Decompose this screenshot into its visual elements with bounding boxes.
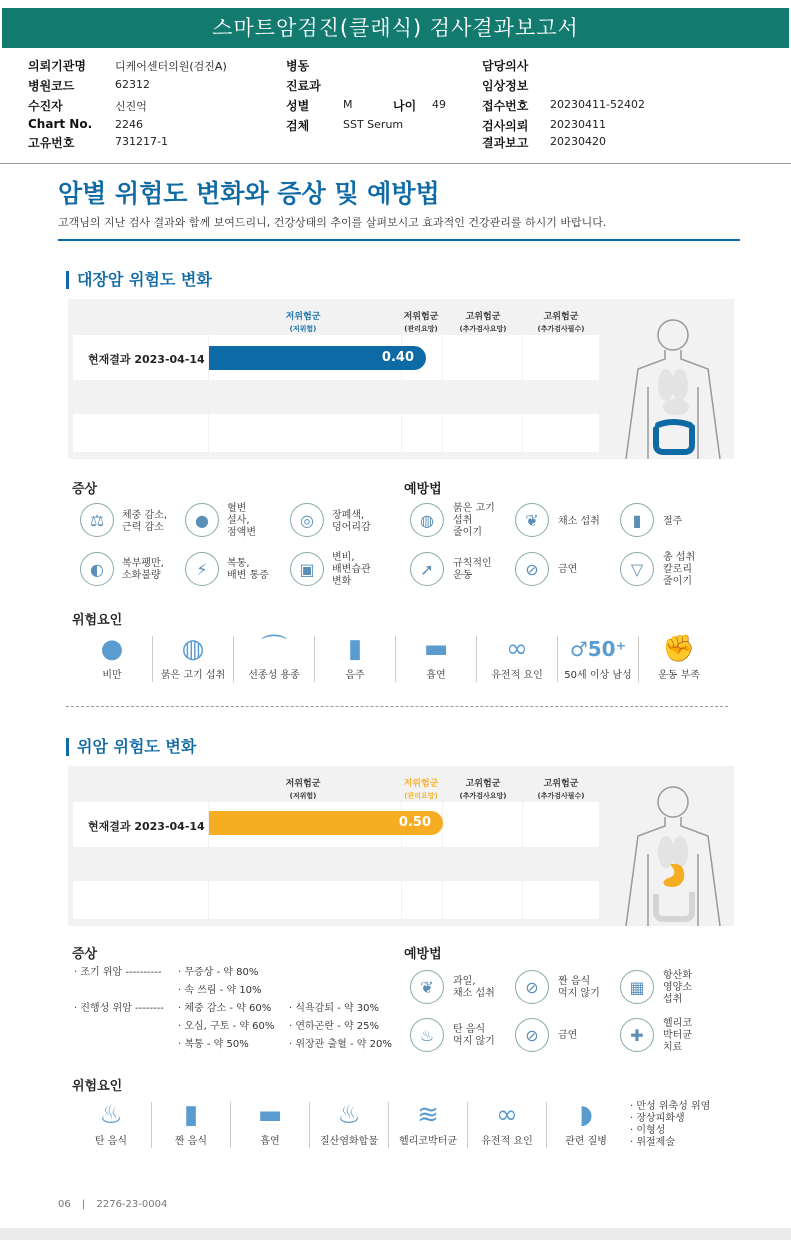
alcohol-icon: ▮ <box>620 503 654 537</box>
page-number: 06 <box>58 1199 71 1210</box>
intestine-icon: ◎ <box>290 503 324 537</box>
report-label: 결과보고 <box>482 136 529 150</box>
prevention-label: 붉은 고기 섭취 줄이기 <box>453 503 495 538</box>
unique-label: 고유번호 <box>28 136 75 150</box>
symptom-label: 장폐색, 덩어리감 <box>332 510 371 533</box>
ward-label: 병동 <box>286 59 310 73</box>
colorectal-col-4: 고위험군 (추가검사필수) <box>537 312 585 333</box>
page-title: 암별 위험도 변화와 증상 및 예방법 <box>58 179 440 208</box>
stomach-risk-chart <box>68 766 734 926</box>
no-smoking-icon: ⊘ <box>515 552 549 586</box>
symptom-label: 변비, 배변습관 변화 <box>332 552 371 587</box>
stomach-col-1: 저위험군 (저위험) <box>285 779 321 800</box>
weight-loss-icon: ⚖ <box>80 503 114 537</box>
sex-label: 성별 <box>286 99 310 113</box>
receipt-label: 접수번호 <box>482 99 529 113</box>
polyp-icon: ⌒ <box>260 634 287 664</box>
related-disease: · 이형성 <box>630 1125 666 1136</box>
related-disease: · 위절제술 <box>630 1137 675 1148</box>
colorectal-symptoms-title: 증상 <box>72 482 98 497</box>
stomach-section-title: 위암 위험도 변화 <box>66 738 196 756</box>
risk-factor: ● 비만 <box>72 632 152 681</box>
dept-label: 진료과 <box>286 79 321 93</box>
salty-food-icon: ⊘ <box>515 970 549 1004</box>
colorectal-result-value: 0.40 <box>381 350 414 365</box>
colorectal-col-1: 저위험군 (저위험) <box>285 312 321 333</box>
symptom-item: · 오심, 구토 - 약 60% <box>178 1021 275 1032</box>
report-value: 20230420 <box>550 135 606 148</box>
sex-value: M <box>343 98 353 111</box>
advanced-cancer-label: · 진행성 위암 -------- <box>74 1003 164 1014</box>
exercise-icon: ➚ <box>410 552 444 586</box>
symptom-label: 복통, 배변 통증 <box>227 558 269 581</box>
prevention-label: 과일, 채소 섭취 <box>453 976 495 999</box>
colorectal-col-3: 고위험군 (추가검사요망) <box>459 312 507 333</box>
colorectal-risk-title: 위험요인 <box>72 613 123 628</box>
toilet-icon: ▣ <box>290 552 324 586</box>
institution-label: 의뢰기관명 <box>28 59 86 73</box>
colorectal-section-title: 대장암 위험도 변화 <box>66 271 212 289</box>
risk-factor: ♨ 탄 음식 <box>72 1098 150 1147</box>
risk-factor: ∞ 유전적 요인 <box>468 1098 546 1147</box>
symptom-item: · 위장관 출혈 - 약 20% <box>289 1039 392 1050</box>
age-label: 나이 <box>393 99 417 113</box>
colorectal-body-figure <box>618 317 728 459</box>
dna-icon: ∞ <box>506 634 528 664</box>
page-footer <box>58 1199 167 1210</box>
stomach-col-3: 고위험군 (추가검사요망) <box>459 779 507 800</box>
prevention-label: 절주 <box>663 516 683 527</box>
recipient-value: 신진억 <box>115 100 147 113</box>
symptom-label: 혈변 설사, 점액변 <box>227 503 256 538</box>
colorectal-col-2: 저위험군 (관리요망) <box>403 312 439 333</box>
risk-factor: ⌒ 선종성 용종 <box>234 632 314 681</box>
title-underline <box>58 239 740 241</box>
document-code: 2276-23-0004 <box>96 1199 168 1210</box>
symptom-item: · 복통 - 약 50% <box>178 1039 249 1050</box>
prevention-label: 헬리코 박터균 치료 <box>663 1018 692 1053</box>
risk-factor: ∞ 유전적 요인 <box>477 632 557 681</box>
report-title: 스마트암검진(클래식) 검사결과보고서 <box>2 8 789 48</box>
page-subtitle: 고객님의 지난 검사 결과와 함께 보여드리니, 건강상태의 추이를 살펴보시고 효과적인 건강관리를 하시기 바랍니다. <box>58 216 607 229</box>
stomach-symptoms-title: 증상 <box>72 947 98 962</box>
fruit-icon: ❦ <box>410 970 444 1004</box>
colorectal-prevention-title: 예방법 <box>404 482 442 497</box>
related-disease: · 만성 위축성 위염 <box>630 1101 711 1112</box>
hospital-code-label: 병원코드 <box>28 79 75 93</box>
request-label: 검사의뢰 <box>482 119 529 133</box>
risk-factor: ♂50⁺ 50세 이상 남성 <box>558 632 638 681</box>
red-meat-icon: ◍ <box>181 634 205 664</box>
age-icon: ♂50⁺ <box>569 637 627 661</box>
smoking-icon: ▬ <box>423 634 449 664</box>
symptom-item: · 속 쓰림 - 약 10% <box>178 985 262 996</box>
stool-icon: ● <box>185 503 219 537</box>
symptom-label: 체중 감소, 근력 감소 <box>122 510 167 533</box>
symptom-item: · 무증상 - 약 80% <box>178 967 259 978</box>
risk-factor: ≋ 헬리코박터균 <box>389 1098 467 1147</box>
smoking-icon: ▬ <box>257 1100 283 1130</box>
risk-factor: ▬ 흡연 <box>396 632 476 681</box>
liquor-icon: ▮ <box>347 634 363 664</box>
bloating-icon: ◐ <box>80 552 114 586</box>
stomach-col-2: 저위험군 (관리요망) <box>403 779 439 800</box>
chart-label: Chart No. <box>28 117 93 131</box>
bottom-band <box>0 1228 791 1240</box>
vegetable-icon: ❦ <box>515 503 549 537</box>
calorie-icon: ▽ <box>620 552 654 586</box>
dna-icon: ∞ <box>496 1100 518 1130</box>
obesity-icon: ● <box>100 634 124 664</box>
stomach-icon: ◗ <box>579 1100 593 1130</box>
prevention-label: 총 섭취 칼로리 줄이기 <box>663 552 696 587</box>
nitrate-icon: ♨ <box>337 1100 361 1130</box>
no-smoking-icon: ⊘ <box>515 1018 549 1052</box>
symptom-label: 복부팽만, 소화불량 <box>122 558 164 581</box>
abdominal-pain-icon: ⚡ <box>185 552 219 586</box>
stomach-risk-title: 위험요인 <box>72 1079 123 1094</box>
footer-separator: | <box>81 1199 86 1210</box>
stomach-col-4: 고위험군 (추가검사필수) <box>537 779 585 800</box>
colorectal-risk-chart <box>68 299 734 459</box>
institution-value: 디케어센터의원(검진A) <box>115 60 227 73</box>
lack-exercise-icon: ✊ <box>662 634 696 664</box>
unique-value: 731217-1 <box>115 135 168 148</box>
antioxidant-icon: ▦ <box>620 970 654 1004</box>
risk-factor: ▮ 짠 음식 <box>152 1098 230 1147</box>
related-disease: · 장상피화생 <box>630 1113 685 1124</box>
burnt-food-icon: ♨ <box>410 1018 444 1052</box>
symptom-item: · 연하곤란 - 약 25% <box>289 1021 380 1032</box>
chart-value: 2246 <box>115 118 143 131</box>
risk-factor: ▬ 흡연 <box>231 1098 309 1147</box>
risk-factor: ▮ 음주 <box>315 632 395 681</box>
doctor-label: 담당의사 <box>482 59 529 73</box>
colorectal-row-label: 현재결과 2023-04-14 <box>88 353 205 366</box>
clinical-label: 임상정보 <box>482 79 529 93</box>
stomach-prevention-title: 예방법 <box>404 947 442 962</box>
stomach-result-value: 0.50 <box>398 815 431 830</box>
specimen-label: 검체 <box>286 119 310 133</box>
stomach-body-figure <box>618 784 728 926</box>
prevention-label: 규칙적인 운동 <box>453 558 492 581</box>
symptom-item: · 체중 감소 - 약 60% <box>178 1003 272 1014</box>
prevention-label: 짠 음식 먹지 않기 <box>558 976 600 999</box>
risk-factor: ◗ 관련 질병 <box>547 1098 625 1147</box>
specimen-value: SST Serum <box>343 118 404 131</box>
recipient-label: 수진자 <box>28 99 63 113</box>
symptom-item: · 식욕감퇴 - 약 30% <box>289 1003 380 1014</box>
receipt-value: 20230411-52402 <box>550 98 645 111</box>
risk-factor: ◍ 붉은 고기 섭취 <box>153 632 233 681</box>
red-meat-icon: ◍ <box>410 503 444 537</box>
salt-icon: ▮ <box>183 1100 199 1130</box>
prevention-label: 탄 음식 먹지 않기 <box>453 1024 495 1047</box>
bacteria-icon: ≋ <box>417 1100 439 1130</box>
prevention-label: 금연 <box>558 1030 578 1041</box>
early-cancer-label: · 조기 위암 ---------- <box>74 967 162 978</box>
request-value: 20230411 <box>550 118 606 131</box>
prevention-label: 금연 <box>558 564 578 575</box>
age-value: 49 <box>432 98 446 111</box>
colorectal-result-bar <box>209 346 426 370</box>
stomach-result-bar <box>209 811 443 835</box>
pill-icon: ✚ <box>620 1018 654 1052</box>
info-divider <box>0 163 791 164</box>
risk-factor: ♨ 질산염화합물 <box>310 1098 388 1147</box>
section-divider <box>66 706 728 707</box>
hospital-code-value: 62312 <box>115 78 150 91</box>
prevention-label: 채소 섭취 <box>558 516 600 527</box>
stomach-row-label: 현재결과 2023-04-14 <box>88 820 205 833</box>
risk-factor: ✊ 운동 부족 <box>639 632 719 681</box>
prevention-label: 항산화 영양소 섭취 <box>663 970 692 1005</box>
patient-info <box>0 52 791 164</box>
burnt-food-icon: ♨ <box>99 1100 123 1130</box>
